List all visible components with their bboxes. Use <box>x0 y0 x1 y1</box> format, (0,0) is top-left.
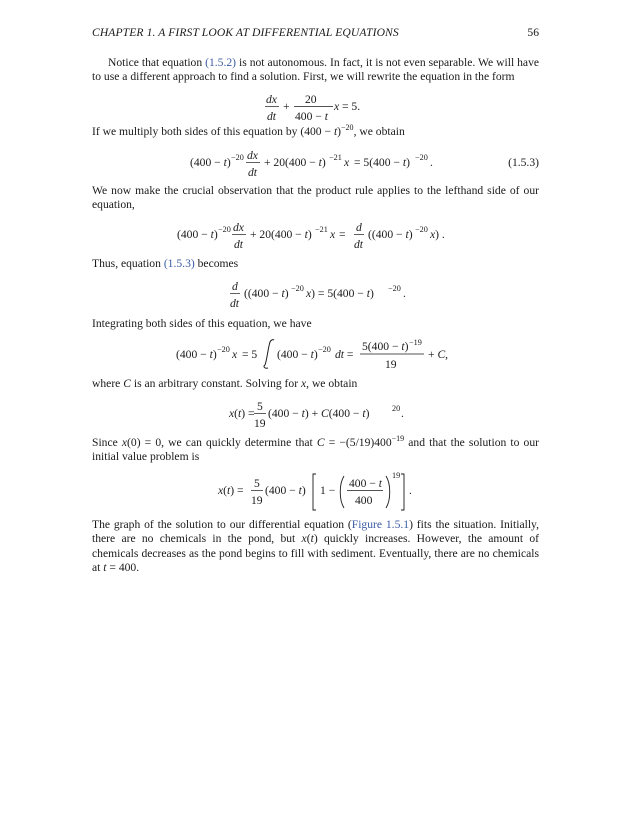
text: (0) = 0, we can quickly determine that <box>127 436 317 449</box>
svg-text:dx: dx <box>233 221 244 234</box>
svg-text:19: 19 <box>251 494 263 507</box>
svg-text:(400 − t): (400 − t) <box>190 156 231 169</box>
text: , we obtain <box>306 377 358 390</box>
equation-general-solution <box>92 399 539 439</box>
equation-svg <box>92 338 539 378</box>
svg-text:−20: −20 <box>388 284 401 293</box>
svg-text:−21: −21 <box>315 225 328 234</box>
svg-text:d: d <box>232 280 238 293</box>
svg-text:19: 19 <box>392 471 401 480</box>
svg-text:−21: −21 <box>329 153 342 162</box>
equation-svg <box>92 92 539 124</box>
svg-text:19: 19 <box>254 417 266 430</box>
equation-1-5-3 <box>92 148 539 188</box>
svg-text:+ C,: + C, <box>428 348 449 361</box>
equation-particular-solution <box>92 472 539 512</box>
svg-text:dt: dt <box>234 238 244 251</box>
equation-svg <box>92 399 539 435</box>
svg-text:5(400 − t): 5(400 − t) <box>362 340 409 353</box>
equation-product-rule <box>92 220 539 260</box>
symbol-t: t <box>333 125 338 138</box>
svg-text:−20: −20 <box>415 225 428 234</box>
svg-text:400 − t: 400 − t <box>295 110 328 123</box>
text: is not autonomous. In fact, it is not even separable. We will have to use a different approach to find a solution. First, we will rewrite the equation in the form <box>92 56 540 84</box>
equation-number: (1.5.3) <box>508 156 539 169</box>
exponent: −20 <box>341 123 354 133</box>
svg-text:dt: dt <box>230 297 240 310</box>
page-number: 56 <box>527 26 539 39</box>
equation-svg <box>92 148 539 184</box>
text: Since <box>92 436 122 449</box>
svg-text:−20: −20 <box>415 153 428 162</box>
svg-text:+: + <box>283 100 290 113</box>
paragraph-integrating <box>92 317 539 331</box>
paragraph-thus <box>92 257 539 271</box>
svg-text:x(t) =: x(t) = <box>229 407 255 420</box>
svg-text:−20: −20 <box>291 284 304 293</box>
svg-text:(400 − t) + C(400 − t): (400 − t) + C(400 − t) <box>268 407 370 420</box>
svg-text:(400 − t): (400 − t) <box>176 348 217 361</box>
paragraph-initial-condition <box>92 436 539 465</box>
paragraph-intro <box>92 56 539 85</box>
equation-link-1-5-2[interactable]: (1.5.2) <box>205 56 237 69</box>
svg-text:x: x <box>344 156 350 169</box>
text: We now make the crucial observation that the product rule applies to the lefthand side of our equation, <box>92 184 539 212</box>
svg-text:dx: dx <box>247 149 258 162</box>
text: ) fits the situation. Initially, there are no chemicals in the pond, but <box>92 518 539 546</box>
text: If we multiply both sides of this equation by (400 − <box>92 125 334 138</box>
svg-text:x) = 5(400 − t): x) = 5(400 − t) <box>306 287 374 300</box>
svg-text:+ 20(400 − t): + 20(400 − t) <box>250 228 312 241</box>
text: The graph of the solution to our differential equation ( <box>92 518 352 531</box>
chapter-title: CHAPTER 1. A FIRST LOOK AT DIFFERENTIAL EQUATIONS <box>92 26 399 39</box>
text: = 400. <box>106 560 140 574</box>
exponent: −19 <box>391 434 405 444</box>
text: ) quickly increases. However, the amount of chemicals decreases as the pond begins to fill with sediment. Eventually, there are no chemicals at <box>92 532 539 574</box>
equation-link-1-5-3[interactable]: (1.5.3) <box>163 257 195 270</box>
symbol-x: x <box>300 377 307 390</box>
svg-text:−20: −20 <box>231 153 244 162</box>
svg-text:dt: dt <box>354 238 364 251</box>
svg-text:.: . <box>409 484 412 497</box>
equation-svg <box>92 220 539 256</box>
svg-text:−19: −19 <box>409 338 422 347</box>
symbol-t: t <box>103 560 107 574</box>
text: ) <box>337 125 342 138</box>
text: Thus, equation <box>92 257 164 270</box>
svg-text:= 5(400 − t): = 5(400 − t) <box>354 156 410 169</box>
svg-text:20: 20 <box>305 93 317 106</box>
page-header <box>92 26 539 42</box>
symbol-C: C <box>123 377 131 390</box>
svg-text:−20: −20 <box>217 345 230 354</box>
svg-text:=: = <box>339 228 346 241</box>
paragraph-arbitrary-constant <box>92 377 539 391</box>
svg-text:−20: −20 <box>318 345 331 354</box>
svg-text:dt =: dt = <box>335 348 354 361</box>
symbol-x: x <box>121 436 128 449</box>
text: = −(5/19)400 <box>324 436 392 449</box>
svg-text:−20: −20 <box>218 225 231 234</box>
equation-svg <box>92 279 539 315</box>
symbol-x: x <box>301 532 307 546</box>
svg-text:5: 5 <box>254 477 260 490</box>
svg-text:(400 − t): (400 − t) <box>177 228 218 241</box>
svg-text:.: . <box>430 156 433 169</box>
svg-text:(400 − t): (400 − t) <box>265 484 306 497</box>
text: , we obtain <box>353 125 405 138</box>
svg-text:x) .: x) . <box>430 228 445 241</box>
svg-text:((400 − t): ((400 − t) <box>368 228 413 241</box>
svg-text:1 −: 1 − <box>320 484 336 497</box>
svg-text:400: 400 <box>355 494 373 507</box>
svg-text:dx: dx <box>266 93 277 106</box>
figure-link-1-5-1[interactable]: Figure 1.5.1 <box>351 518 410 531</box>
svg-text:dt: dt <box>267 110 277 123</box>
svg-text:= 5.: = 5. <box>342 100 361 113</box>
svg-text:400 − t: 400 − t <box>349 477 382 490</box>
equation-derivative-form <box>92 279 539 319</box>
text: and that the solution to our initial value problem is <box>92 436 540 464</box>
equation-integral <box>92 338 539 378</box>
svg-text:d: d <box>356 221 362 234</box>
svg-text:((400 − t): ((400 − t) <box>244 287 289 300</box>
symbol-C: C <box>316 436 325 449</box>
paragraph-graph-discussion <box>92 518 539 575</box>
svg-text:+ 20(400 − t): + 20(400 − t) <box>264 156 326 169</box>
svg-text:(400 − t): (400 − t) <box>277 348 318 361</box>
paragraph-product-rule <box>92 184 539 213</box>
text: where <box>92 377 124 390</box>
text: ( <box>306 532 311 546</box>
text: becomes <box>194 257 239 270</box>
text: Notice that equation <box>108 56 206 69</box>
svg-text:.: . <box>403 287 406 300</box>
paragraph-multiply <box>92 125 539 139</box>
svg-text:x(t) =: x(t) = <box>218 484 244 497</box>
svg-text:x: x <box>334 100 340 113</box>
svg-text:5: 5 <box>257 400 263 413</box>
svg-text:x: x <box>232 348 238 361</box>
equation-svg <box>92 472 539 514</box>
svg-text:= 5: = 5 <box>242 348 258 361</box>
svg-text:19: 19 <box>385 358 397 371</box>
svg-text:.: . <box>401 407 404 420</box>
text: Integrating both sides of this equation, we have <box>92 317 312 330</box>
svg-text:20: 20 <box>392 404 401 413</box>
symbol-t: t <box>310 532 314 546</box>
svg-text:dt: dt <box>248 166 258 179</box>
text: is an arbitrary constant. Solving for <box>130 377 301 390</box>
svg-text:x: x <box>330 228 336 241</box>
